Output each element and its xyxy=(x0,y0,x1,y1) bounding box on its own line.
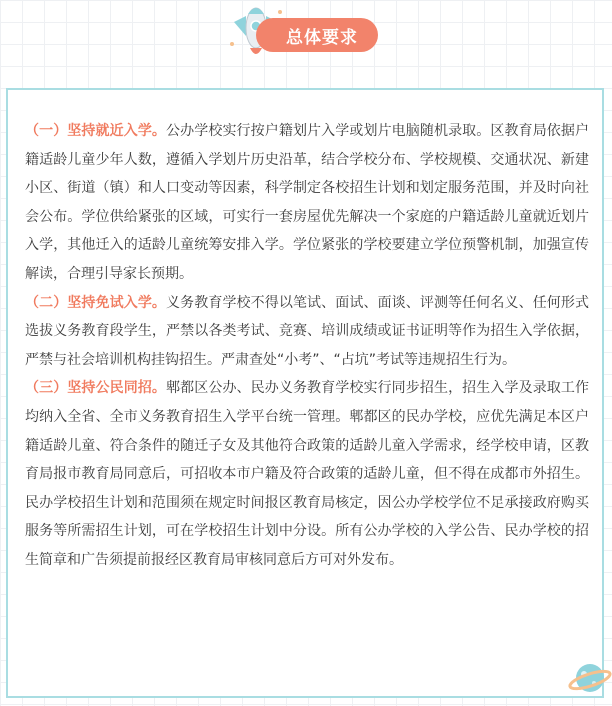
section-1-body: 公办学校实行按户籍划片入学或划片电脑随机录取。区教育局依据户籍适龄儿童少年人数，遵循入学划片历史沿革，结合学校分布、学校规模、交通状况、新建小区、街道（镇）和人口变动等因素，科学制定各校招生计划和划定服务范围，并及时向社会公布。学位供给紧张的区域，可实行一套房屋优先解决一个家庭的户籍适龄儿童就近划片入学，其他迁入的适龄儿童统筹安排入学。学位紧张的学校要建立学位预警机制，加强宣传解读，合理引导家长预期。 xyxy=(25,123,590,282)
page-title: 总体要求 xyxy=(256,18,378,52)
section-3-heading: （三）坚持公民同招。 xyxy=(25,380,167,397)
section-2-body: 义务教育学校不得以笔试、面试、面谈、评测等任何名义、任何形式选拔义务教育段学生，严禁以各类考试、竞赛、培训成绩或证书证明等作为招生入学依据，严禁与社会培训机构挂钩招生。严肃查处“小考”、“占坑”考试等违规招生行为。 xyxy=(25,294,590,368)
section-3 xyxy=(25,374,589,574)
section-1-heading: （一）坚持就近入学。 xyxy=(25,123,167,139)
section-2-heading: （二）坚持免试入学。 xyxy=(25,294,167,311)
section-2 xyxy=(25,289,589,375)
section-1 xyxy=(25,117,589,289)
content-body xyxy=(25,117,589,575)
planet-icon xyxy=(568,656,612,700)
section-header xyxy=(226,6,386,58)
section-3-body: 郫都区公办、民办义务教育学校实行同步招生，招生入学及录取工作均纳入全省、全市义务教育招生入学平台统一管理。郫都区的民办学校，应优先满足本区户籍适龄儿童、符合条件的随迁子女及其他符合政策的适龄儿童入学需求，经学校申请，区教育局报市教育局同意后，可招收本市户籍及符合政策的适龄儿童，但不得在成都市外招生。民办学校招生计划和范围须在规定时间报区教育局核定，因公办学校学位不足承接政府购买服务等所需招生计划，可在学校招生计划中分设。所有公办学校的入学公告、民办学校的招生简章和广告须提前报经区教育局审核同意后方可对外发布。 xyxy=(25,380,590,568)
